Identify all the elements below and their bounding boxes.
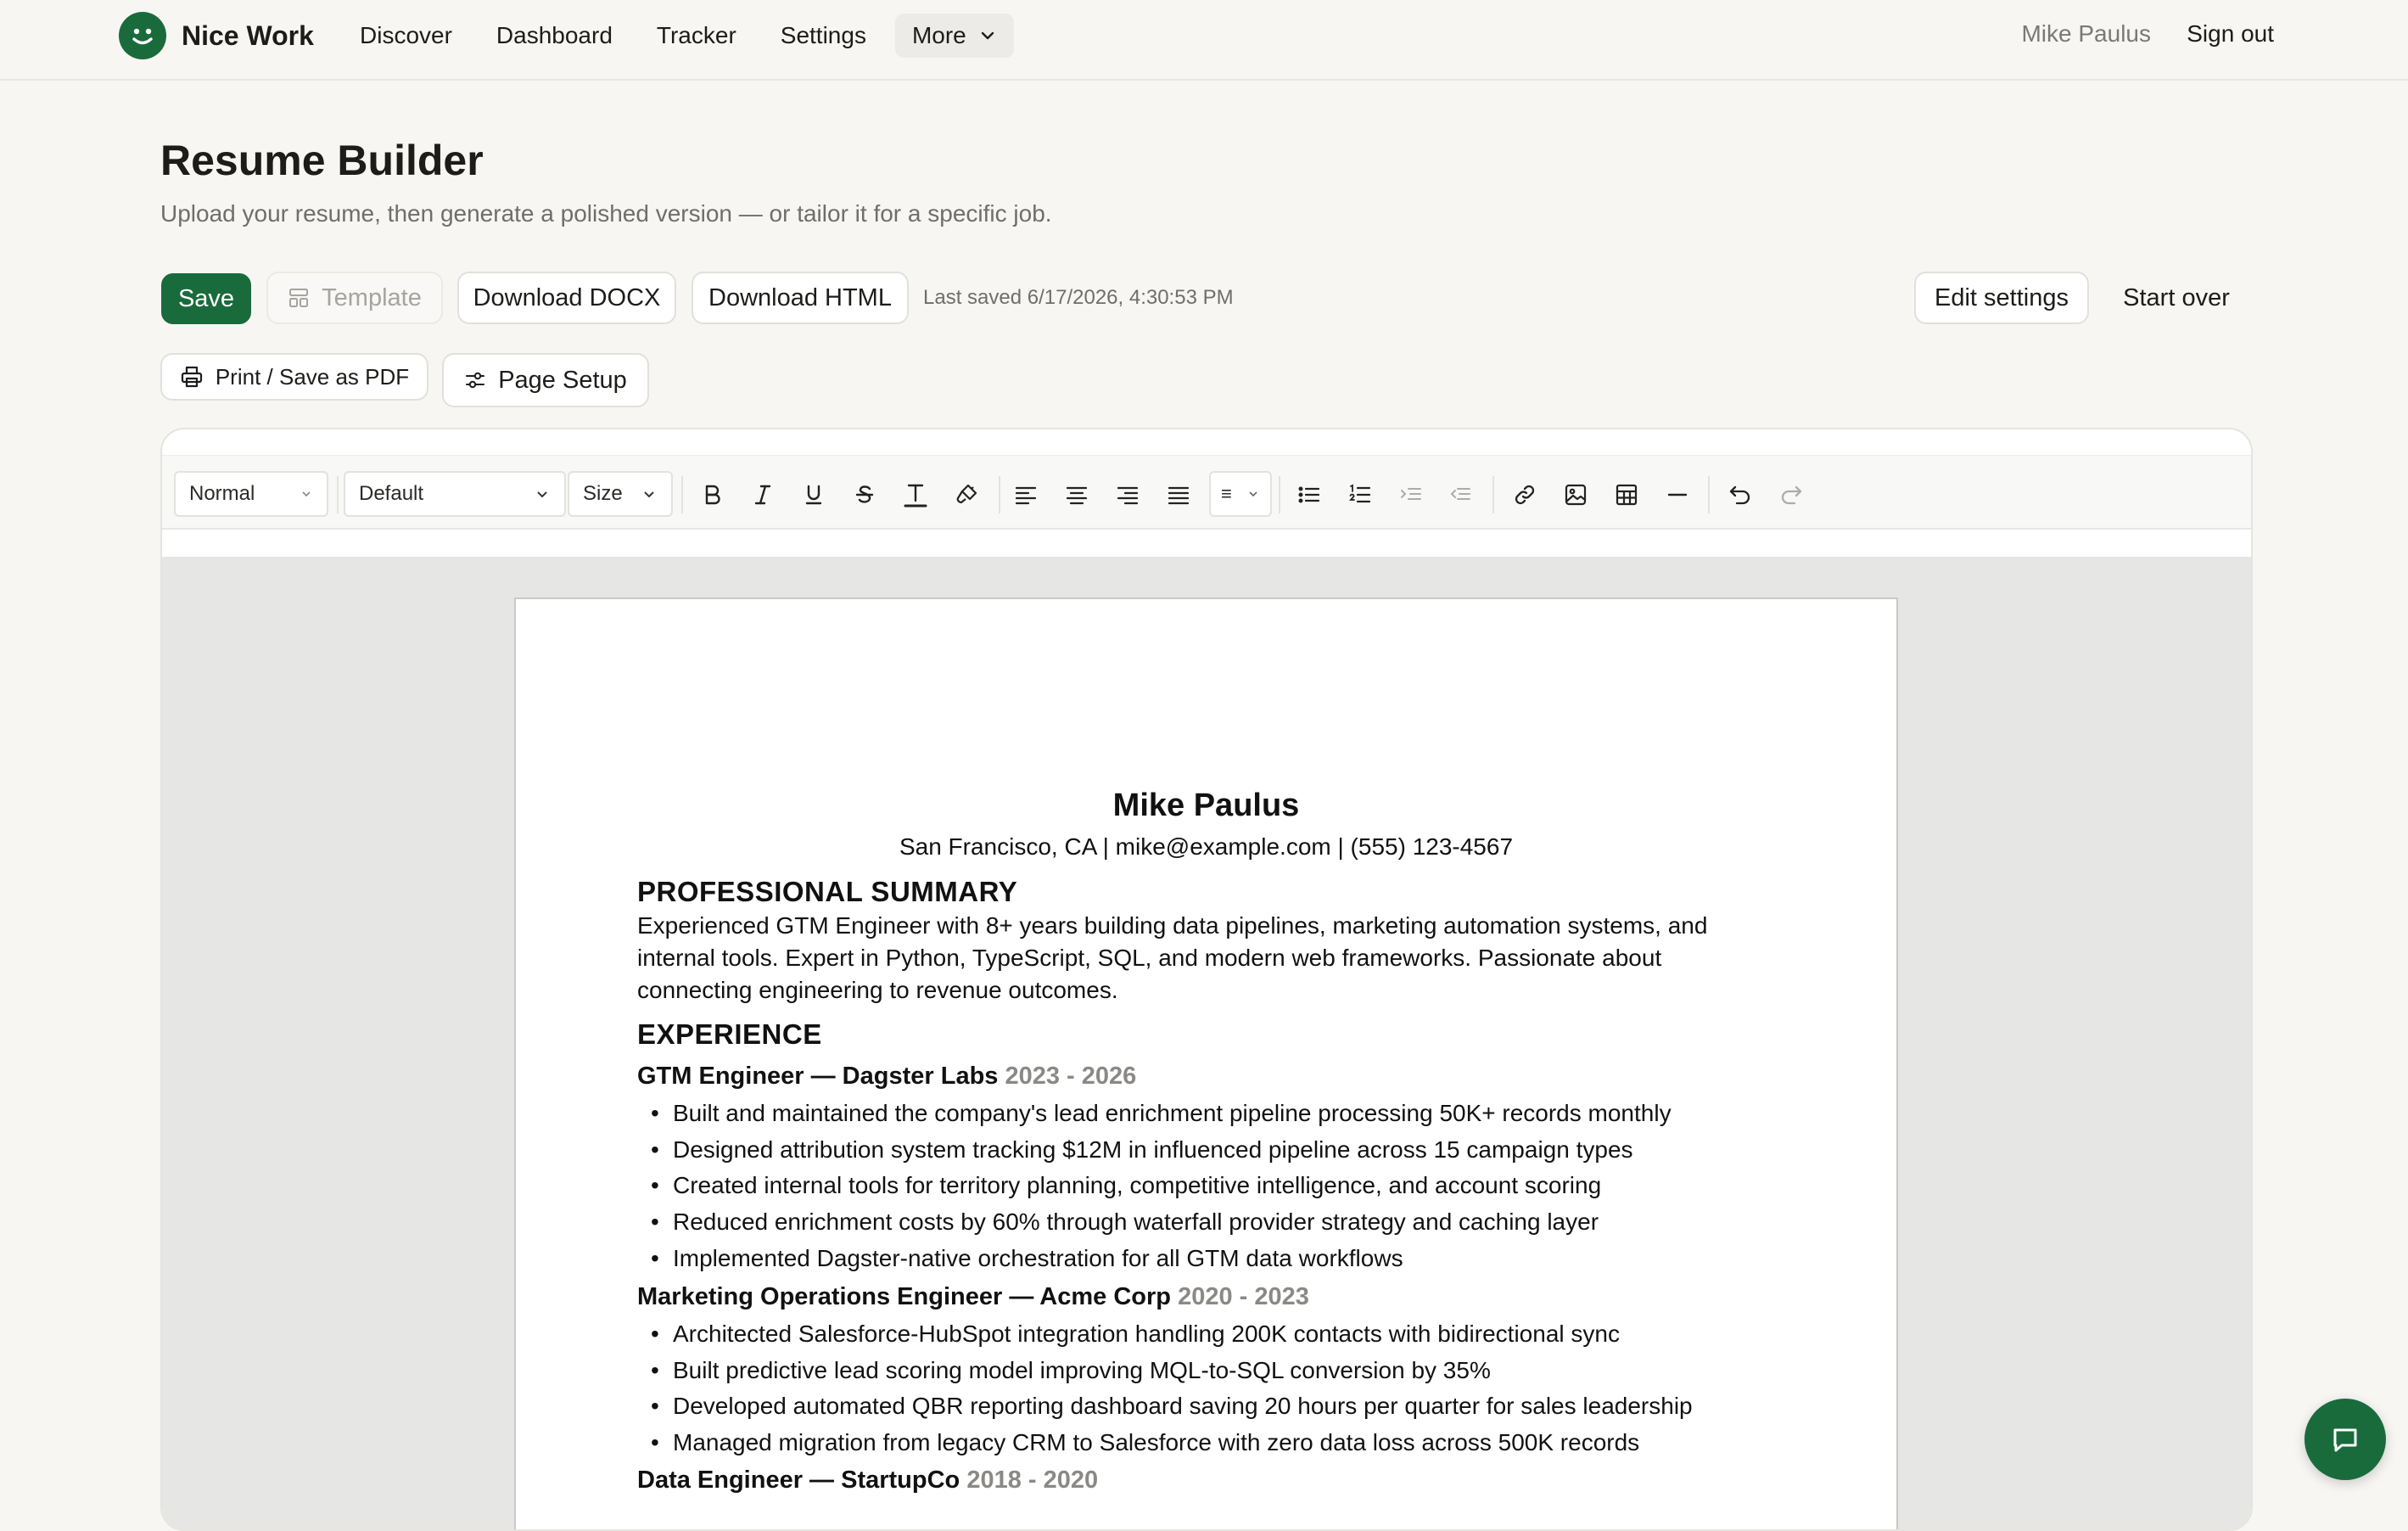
nav-more-menu[interactable] (895, 14, 1014, 58)
list-item: • Developed automated QBR reporting dashboard saving 20 hours per quarter for sales leadership (637, 1388, 1775, 1425)
page-title: Resume Builder (160, 137, 484, 184)
chat-button[interactable] (2304, 1399, 2386, 1480)
undo-icon[interactable] (1723, 478, 1757, 512)
link-icon[interactable] (1508, 478, 1542, 512)
template-button[interactable] (266, 272, 443, 324)
edit-settings-button[interactable] (1914, 272, 2089, 324)
font-family-value: Default (359, 482, 424, 505)
start-over-label: Start over (2123, 283, 2230, 311)
resume-page[interactable] (514, 597, 1898, 1531)
smiley-logo-icon (119, 12, 166, 59)
font-size-select[interactable] (568, 471, 673, 517)
align-center-icon[interactable] (1060, 478, 1094, 512)
top-navigation (0, 0, 2408, 81)
sliders-icon (464, 369, 486, 391)
page-setup-button[interactable] (442, 353, 649, 407)
summary-text: Experienced GTM Engineer with 8+ years building data pipelines, marketing automation systems, and internal tools. Expert in Python, TypeScript, SQL, and modern web frameworks. Passionate about connecting engineering to revenue outcomes. (637, 912, 1708, 1003)
nav-link-dashboard[interactable]: Dashboard (496, 22, 613, 48)
redo-icon[interactable] (1774, 478, 1808, 512)
format-painter-icon[interactable] (949, 478, 983, 512)
template-button-label: Template (322, 283, 422, 311)
nav-links (360, 0, 1014, 71)
job-dates: 2023 - 2026 (1005, 1063, 1137, 1090)
printer-icon (180, 365, 204, 389)
template-icon (288, 287, 310, 309)
nav-link-tracker[interactable]: Tracker (656, 22, 736, 48)
job-title: GTM Engineer — Dagster Labs (637, 1063, 999, 1090)
font-family-select[interactable] (344, 471, 566, 517)
font-size-value: Size (583, 482, 623, 505)
list-item: • Designed attribution system tracking $12M in influenced pipeline across 15 campaign types (637, 1132, 1775, 1169)
download-html-button[interactable] (692, 272, 909, 324)
nav-link-settings[interactable]: Settings (780, 22, 866, 48)
job-heading (637, 1283, 1775, 1311)
chevron-down-icon (1246, 487, 1260, 501)
download-docx-button[interactable] (457, 272, 676, 324)
block-style-select[interactable] (174, 471, 328, 517)
experience-heading: EXPERIENCE (637, 1018, 822, 1050)
resume-contact: San Francisco, CA | mike@example.com | (555) 123-4567 (899, 833, 1514, 860)
job-title: Marketing Operations Engineer — Acme Corp (637, 1283, 1171, 1310)
bullet-list-icon[interactable] (1292, 478, 1326, 512)
print-button[interactable] (160, 353, 428, 401)
editor-toolbar (162, 455, 2251, 530)
list-item: • Built predictive lead scoring model improving MQL-to-SQL conversion by 35% (637, 1353, 1775, 1389)
job-dates: 2020 - 2023 (1178, 1283, 1309, 1310)
list-item: • Architected Salesforce-HubSpot integration handling 200K contacts with bidirectional sync (637, 1316, 1775, 1353)
text-color-icon[interactable] (899, 478, 932, 512)
brand-name: Nice Work (182, 20, 314, 51)
align-justify-icon[interactable] (1162, 478, 1196, 512)
job-title: Data Engineer — StartupCo (637, 1467, 960, 1494)
summary-heading: PROFESSIONAL SUMMARY (637, 876, 1018, 907)
strikethrough-icon[interactable] (848, 478, 882, 512)
save-button[interactable] (161, 273, 251, 324)
page-setup-label: Page Setup (498, 366, 627, 394)
toolbar-divider (337, 476, 339, 513)
align-right-icon[interactable] (1111, 478, 1145, 512)
resume-name: Mike Paulus (1112, 788, 1300, 823)
nav-link-discover[interactable]: Discover (360, 22, 452, 48)
job-dates: 2018 - 2020 (966, 1467, 1099, 1494)
chevron-down-icon (978, 26, 997, 45)
job-bullets (637, 1316, 1775, 1461)
job-bullets (637, 1096, 1775, 1277)
job-heading (637, 1467, 1775, 1495)
list-item: • Built and maintained the company's lead enrichment pipeline processing 50K+ records monthly (637, 1096, 1775, 1132)
toolbar-divider (1279, 476, 1280, 513)
brand[interactable] (119, 12, 314, 59)
chevron-down-icon (300, 487, 313, 501)
italic-icon[interactable] (746, 478, 780, 512)
print-button-label: Print / Save as PDF (215, 363, 410, 390)
save-button-label: Save (177, 284, 235, 312)
chat-bubble-icon (2328, 1422, 2362, 1456)
start-over-button[interactable] (2103, 272, 2250, 324)
chevron-down-icon (534, 485, 551, 502)
edit-settings-label: Edit settings (1935, 283, 2069, 311)
toolbar-divider (681, 476, 683, 513)
page-subtitle: Upload your resume, then generate a polished version — or tailor it for a specific job. (160, 200, 1052, 227)
outdent-icon[interactable] (1443, 478, 1477, 512)
block-style-value: Normal (189, 482, 255, 505)
numbered-list-icon[interactable] (1343, 478, 1377, 512)
indent-icon[interactable] (1394, 478, 1428, 512)
resume-editor (160, 428, 2253, 1531)
list-item: • Implemented Dagster-native orchestration for all GTM data workflows (637, 1241, 1775, 1277)
image-icon[interactable] (1559, 478, 1593, 512)
editor-canvas (162, 557, 2251, 1531)
list-item: • Created internal tools for territory planning, competitive intelligence, and account scoring (637, 1168, 1775, 1204)
list-item: • Managed migration from legacy CRM to Salesforce with zero data loss across 500K records (637, 1425, 1775, 1461)
user-name: Mike Paulus (2021, 20, 2151, 47)
underline-icon[interactable] (797, 478, 831, 512)
bold-icon[interactable] (695, 478, 729, 512)
nav-more-label: More (911, 22, 966, 48)
chevron-down-icon (641, 485, 658, 502)
toolbar-divider (1708, 476, 1710, 513)
list-item: • Reduced enrichment costs by 60% through waterfall provider strategy and caching layer (637, 1204, 1775, 1241)
last-saved-status: Last saved 6/17/2026, 4:30:53 PM (923, 286, 1234, 309)
toolbar-divider (999, 476, 1000, 513)
table-icon[interactable] (1610, 478, 1644, 512)
line-height-select[interactable] (1209, 471, 1272, 517)
align-left-icon[interactable] (1009, 478, 1043, 512)
line-height-value: ≡ (1221, 483, 1232, 504)
job-heading (637, 1063, 1775, 1091)
download-docx-label: Download DOCX (473, 283, 661, 311)
sign-out-link[interactable]: Sign out (2187, 20, 2274, 47)
download-html-label: Download HTML (708, 283, 892, 311)
toolbar-divider (1492, 476, 1494, 513)
horizontal-rule-icon[interactable] (1660, 478, 1694, 512)
